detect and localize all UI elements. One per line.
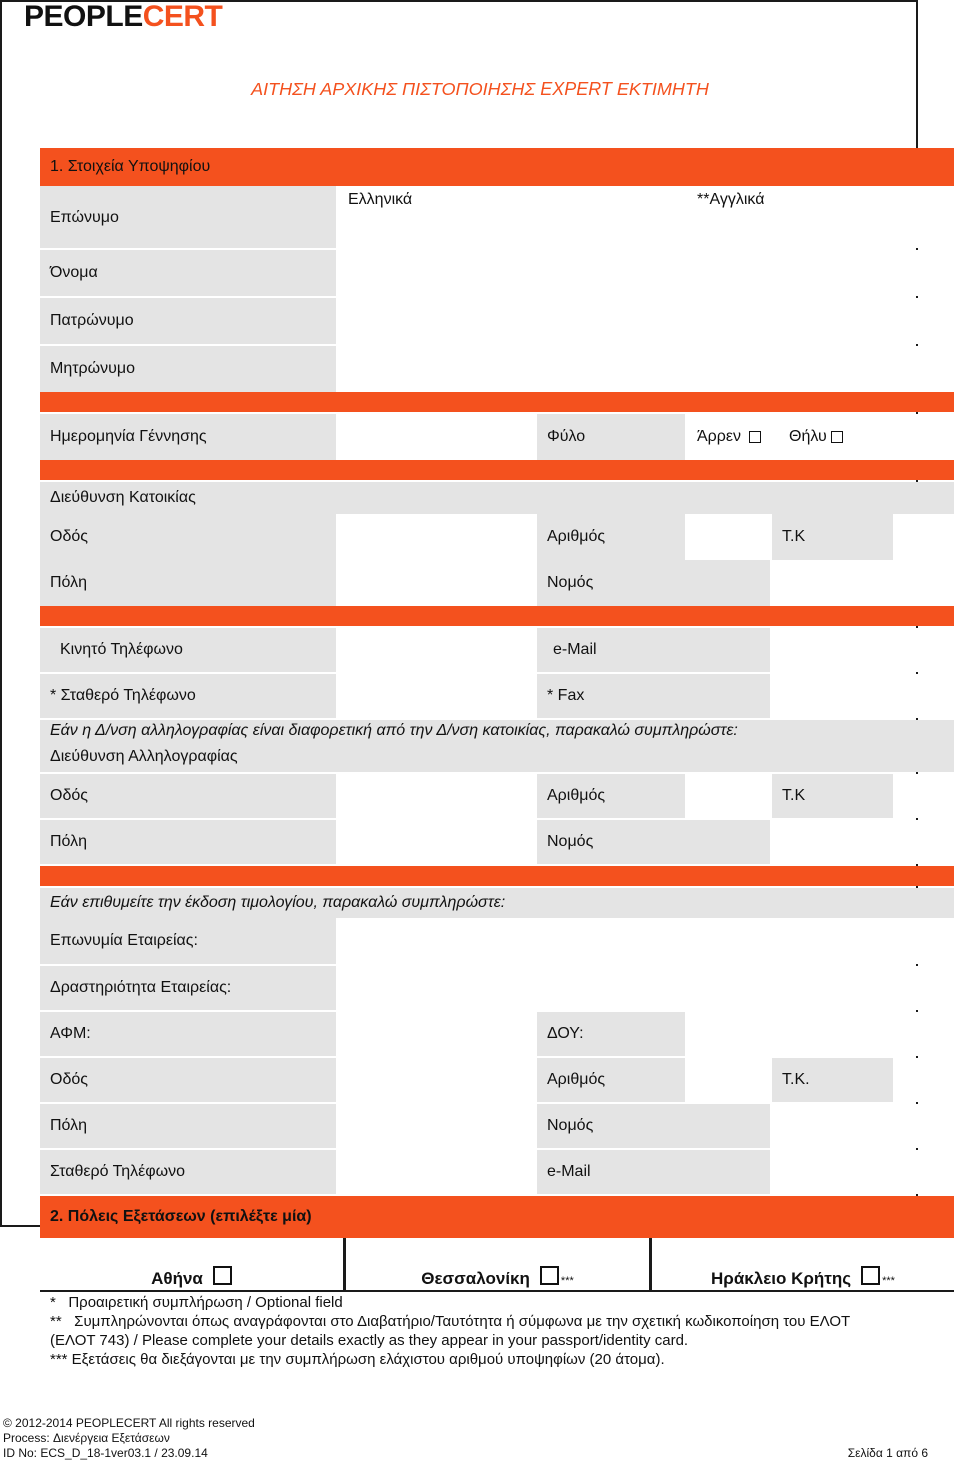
mobile-field[interactable]	[338, 628, 535, 672]
vat-field[interactable]	[338, 1012, 535, 1056]
thessaloniki-note-marker: ***	[560, 1275, 574, 1287]
heraklion-checkbox[interactable]	[861, 1266, 880, 1285]
separator	[40, 392, 954, 412]
footer-page-number: Σελίδα 1 από 6	[847, 1446, 928, 1460]
name-english-field[interactable]	[687, 250, 954, 296]
female-checkbox[interactable]	[831, 431, 843, 443]
thessaloniki-checkbox[interactable]	[540, 1266, 559, 1285]
footer-process: Process: Διενέργεια Εξετάσεων	[3, 1431, 170, 1445]
number-field[interactable]	[687, 514, 770, 560]
company-zip-label: Τ.Κ.	[772, 1058, 893, 1102]
mail-city-field[interactable]	[338, 820, 535, 864]
note-optional: * Προαιρετική συμπλήρωση / Optional field	[50, 1294, 343, 1311]
surname-label: Επώνυμο	[40, 186, 336, 248]
city-label: Πόλη	[40, 560, 336, 606]
company-phone-field[interactable]	[338, 1150, 535, 1194]
section-2-header: 2. Πόλεις Εξετάσεων (επιλέξτε μία)	[40, 1196, 954, 1238]
tax-office-label: ΔΟΥ:	[537, 1012, 685, 1056]
mail-zip-field[interactable]	[895, 774, 954, 818]
mail-city-label: Πόλη	[40, 820, 336, 864]
athens-label: Αθήνα	[151, 1269, 203, 1288]
birth-date-label: Ημερομηνία Γέννησης	[40, 414, 336, 460]
heraklion-label: Ηράκλειο Κρήτης	[711, 1269, 852, 1288]
company-phone-label: Σταθερό Τηλέφωνο	[40, 1150, 336, 1194]
company-name-label: Επωνυμία Εταιρείας:	[40, 918, 336, 964]
separator	[40, 606, 954, 626]
company-street-label: Οδός	[40, 1058, 336, 1102]
surname-greek-field[interactable]	[338, 186, 685, 248]
mobile-label: Κινητό Τηλέφωνο	[40, 628, 336, 672]
company-prefecture-field[interactable]	[772, 1104, 954, 1148]
surname-english-field[interactable]	[687, 186, 954, 248]
mail-address-note: Εάν η Δ/νση αλληλογραφίας είναι διαφορετική από την Δ/νση κατοικίας, παρακαλώ συμπληρώστε:	[40, 720, 954, 742]
father-name-english-field[interactable]	[687, 298, 954, 344]
fax-label: * Fax	[537, 674, 770, 718]
form-title: ΑΙΤΗΣΗ ΑΡΧΙΚΗΣ ΠΙΣΤΟΠΟΙΗΣΗΣ EXPERT ΕΚΤΙΜΗΤΗ	[251, 79, 709, 99]
mail-prefecture-field[interactable]	[772, 820, 954, 864]
male-label: Άρρεν	[697, 428, 742, 445]
father-name-greek-field[interactable]	[338, 298, 685, 344]
male-checkbox[interactable]	[749, 431, 761, 443]
city-field[interactable]	[338, 560, 535, 606]
mother-name-label: Μητρώνυμο	[40, 346, 336, 392]
vat-label: ΑΦΜ:	[40, 1012, 336, 1056]
zip-label: Τ.Κ	[772, 514, 893, 560]
cities-bottom-line	[40, 1290, 954, 1292]
separator	[40, 460, 954, 480]
mail-street-field[interactable]	[338, 774, 535, 818]
birth-date-field[interactable]	[338, 414, 535, 460]
home-address-header: Διεύθυνση Κατοικίας	[40, 482, 954, 514]
company-name-field[interactable]	[338, 918, 954, 964]
company-street-field[interactable]	[338, 1058, 535, 1102]
company-prefecture-label: Νομός	[537, 1104, 770, 1148]
zip-field[interactable]	[895, 514, 954, 560]
peoplecert-logo: PEOPLECERT	[24, 0, 223, 33]
company-number-field[interactable]	[687, 1058, 770, 1102]
thessaloniki-option	[346, 1266, 649, 1289]
email-field[interactable]	[772, 628, 954, 672]
company-number-label: Αριθμός	[537, 1058, 685, 1102]
separator	[40, 866, 954, 886]
mail-prefecture-label: Νομός	[537, 820, 770, 864]
gender-label: Φύλο	[537, 414, 685, 460]
email-label: e-Mail	[537, 628, 770, 672]
section-1-header: 1. Στοιχεία Υποψηφίου	[40, 148, 954, 186]
prefecture-label: Νομός	[537, 560, 770, 606]
heraklion-option	[652, 1266, 954, 1289]
note-passport: ** Συμπληρώνονται όπως αναγράφονται στο Διαβατήριο/Ταυτότητα ή σύμφωνα με την σχετική κωδικοποίηση του ΕΛΟΤ	[50, 1313, 851, 1330]
mail-zip-label: Τ.Κ	[772, 774, 893, 818]
footer-doc-id: ID No: ECS_D_18-1ver03.1 / 23.09.14	[3, 1446, 208, 1460]
landline-field[interactable]	[338, 674, 535, 718]
note-min-candidates: *** Εξετάσεις θα διεξάγονται με την συμπλήρωση ελάχιστου αριθμού υποψηφίων (20 άτομα).	[50, 1351, 665, 1368]
name-greek-field[interactable]	[338, 250, 685, 296]
father-name-label: Πατρώνυμο	[40, 298, 336, 344]
mail-number-field[interactable]	[687, 774, 770, 818]
invoice-note: Εάν επιθυμείτε την έκδοση τιμολογίου, παρακαλώ συμπληρώστε:	[40, 888, 954, 918]
mail-street-label: Οδός	[40, 774, 336, 818]
thessaloniki-label: Θεσσαλονίκη	[421, 1269, 530, 1288]
company-activity-label: Δραστηριότητα Εταιρείας:	[40, 966, 336, 1010]
athens-option	[40, 1266, 343, 1289]
company-email-label: e-Mail	[537, 1150, 770, 1194]
street-field[interactable]	[338, 514, 535, 560]
athens-checkbox[interactable]	[213, 1266, 232, 1285]
fax-field[interactable]	[772, 674, 954, 718]
tax-office-field[interactable]	[687, 1012, 954, 1056]
prefecture-field[interactable]	[772, 560, 954, 606]
company-email-field[interactable]	[772, 1150, 954, 1194]
heraklion-note-marker: ***	[882, 1275, 895, 1287]
greek-column-label: Ελληνικά	[348, 191, 413, 208]
note-passport-cont: (ΕΛΟΤ 743) / Please complete your details exactly as they appear in your passport/identity card.	[50, 1332, 689, 1349]
mail-number-label: Αριθμός	[537, 774, 685, 818]
company-zip-field[interactable]	[895, 1058, 954, 1102]
mother-name-greek-field[interactable]	[338, 346, 685, 392]
english-column-label: **Αγγλικά	[697, 191, 765, 208]
street-label: Οδός	[40, 514, 336, 560]
landline-label: * Σταθερό Τηλέφωνο	[40, 674, 336, 718]
company-city-field[interactable]	[338, 1104, 535, 1148]
gender-options	[687, 414, 954, 460]
company-activity-field[interactable]	[338, 966, 954, 1010]
number-label: Αριθμός	[537, 514, 685, 560]
footer-copyright: © 2012-2014 PEOPLECERT All rights reserved	[3, 1416, 255, 1430]
company-city-label: Πόλη	[40, 1104, 336, 1148]
mother-name-english-field[interactable]	[687, 346, 954, 392]
name-label: Όνομα	[40, 250, 336, 296]
mail-address-header: Διεύθυνση Αλληλογραφίας	[40, 742, 954, 772]
female-label: Θήλυ	[789, 428, 827, 445]
